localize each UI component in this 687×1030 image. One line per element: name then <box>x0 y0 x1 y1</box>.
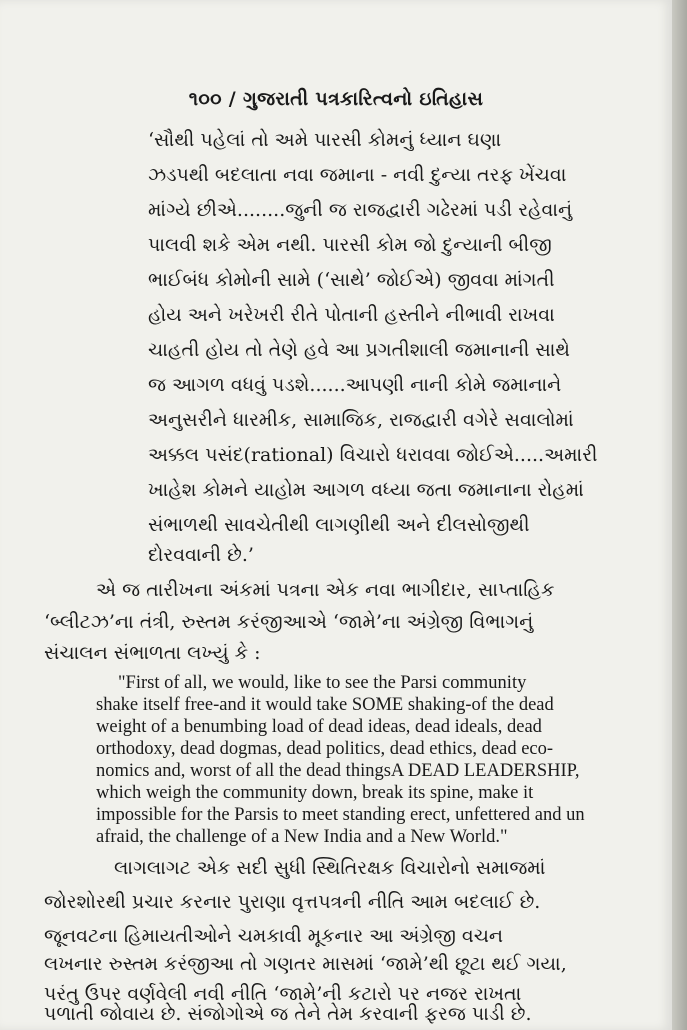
quote-line: ખાહેશ કોમને યાહોમ આગળ વધ્યા જતા જમાનાના રોહમાં <box>148 479 584 501</box>
english-quote-line: orthodoxy, dead dogmas, dead politics, dead ethics, dead eco- <box>96 739 554 759</box>
quote-line: હોય અને ખરેખરી રીતે પોતાની હસ્તીને નીભાવી રાખવા <box>148 304 555 326</box>
page-header: ૧૦૦ / ગુજરાતી પત્રકારિત્વનો ઇતિહાસ <box>188 88 484 110</box>
quote-line: ઝડપથી બદલાતા નવા જમાના - નવી દુન્યા તરફ ખેંચવા <box>148 164 567 186</box>
quote-line: માંગ્યે છીએ........જુની જ રાજદ્વારી ગઢેરમાં પડી રહેવાનું <box>148 199 573 221</box>
quote-line: સંભાળથી સાવચેતીથી લાગણીથી અને દીલસોજીથી <box>148 514 530 536</box>
english-quote-line: shake itself free-and it would take SOME shaking-of the dead <box>96 695 554 715</box>
quote-line: ભાઈબંધ કોમોની સામે (‘સાથે’ જોઈએ) જીવવા માંગતી <box>148 269 555 291</box>
paragraph-line: જૂનવટના હિમાયતીઓને ચમકાવી મૂકનાર આ અંગ્રેજી વચન <box>44 925 504 947</box>
quote-line: ચાહતી હોય તો તેણે હવે આ પ્રગતીશાલી જમાનાની સાથે <box>148 339 570 361</box>
quote-line: દોરવવાની છે.’ <box>148 544 254 566</box>
paragraph-line: લખનાર રુસ્તમ કરંજીઆ તો ગણતર માસમાં ‘જામે’થી છૂટા થઈ ગયા, <box>44 953 567 975</box>
quote-line: ‘સૌથી પહેલાં તો અમે પારસી કોમનું ધ્યાન ઘણા <box>148 129 502 151</box>
paragraph-line: સંચાલન સંભાળતા લખ્યું કે : <box>44 642 261 664</box>
book-spine-edge <box>672 0 687 1030</box>
english-quote-line: "First of all, we would, like to see the Parsi community <box>118 673 527 693</box>
english-quote-line: which weigh the community down, break its spine, make it <box>96 783 534 803</box>
quote-line: જ આગળ વધવું પડશે......આપણી નાની કોમે જમાનાને <box>148 374 562 396</box>
paragraph-line: ‘બ્લીટઝ’ના તંત્રી, રુસ્તમ કરંજીઆએ ‘જામે’ના અંગ્રેજી વિભાગનું <box>44 611 534 633</box>
english-quote-line: impossible for the Parsis to meet standing erect, unfettered and un <box>96 805 585 825</box>
paragraph-line: લાગલાગટ એક સદી સુધી સ્થિતિરક્ષક વિચારોનો સમાજમાં <box>114 857 546 879</box>
paragraph-line: એ જ તારીખના અંકમાં પત્રના એક નવા ભાગીદાર, સાપ્તાહિક <box>96 579 555 601</box>
english-quote-line: nomics and, worst of all the dead thingsA DEAD LEADERSHIP, <box>96 761 580 781</box>
english-quote-line: weight of a benumbing load of dead ideas, dead ideals, dead <box>96 717 542 737</box>
paragraph-line: પરંતુ ઉપર વર્ણવેલી નવી નીતિ ‘જામે’ની કટારો પર નજર રાખતા <box>44 983 522 1005</box>
english-quote-line: afraid, the challenge of a New India and a New World." <box>96 827 508 847</box>
quote-line: અક્કલ પસંદ(rational) વિચારો ધરાવવા જોઈએ.....અમારી <box>148 444 598 466</box>
quote-line: અનુસરીને ધારમીક, સામાજિક, રાજદ્વારી વગેરે સવાલોમાં <box>148 409 574 431</box>
quote-line: પાલવી શકે એમ નથી. પારસી કોમ જો દુન્યાની બીજી <box>148 234 552 256</box>
paragraph-line: જોરશોરથી પ્રચાર કરનાર પુરાણા વૃત્તપત્રની નીતિ આમ બદલાઈ છે. <box>44 891 541 913</box>
paragraph-line: પળાતી જોવાય છે. સંજોગોએ જ તેને તેમ કરવાની ફરજ પાડી છે. <box>44 1003 532 1025</box>
